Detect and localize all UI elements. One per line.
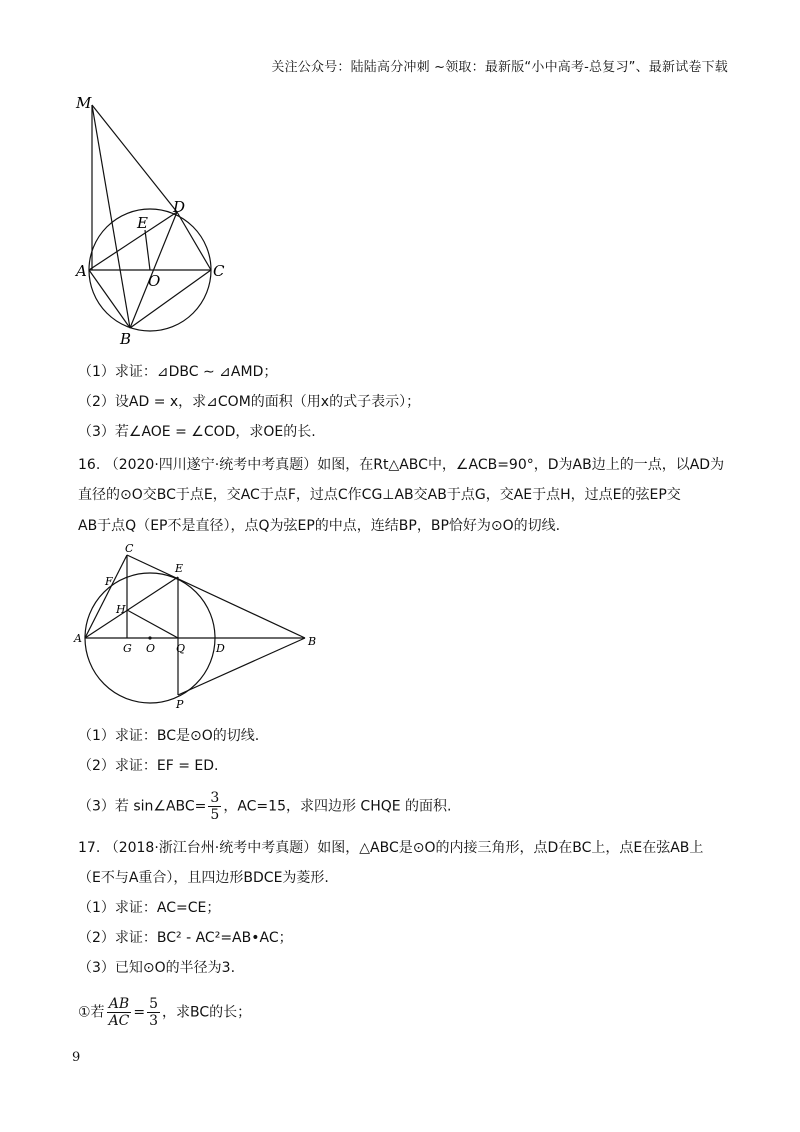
geometry-figure-2 xyxy=(70,540,330,710)
fraction-3-5: $\frac{3}{5}$ xyxy=(210,790,220,823)
label-Q: Q xyxy=(176,642,186,655)
label-B: B xyxy=(120,330,132,348)
label-P: P xyxy=(176,698,184,710)
page-header: 关注公众号：陆陆高分冲刺 ~领取：最新版“小中高考-总复习”、最新试卷下载 xyxy=(271,60,728,75)
label-B: B xyxy=(308,635,317,648)
label-D: D xyxy=(173,198,186,216)
label-O: O xyxy=(146,642,156,655)
fraction-ab-ac: $\frac{AB}{AC}$ xyxy=(108,996,130,1029)
label-F: F xyxy=(105,575,113,588)
q17-part2: （2）求证：BC² - AC²=AB•AC； xyxy=(78,930,293,946)
label-C: C xyxy=(213,262,225,280)
label-D: D xyxy=(216,642,225,655)
q17-stem-line1: 17. （2018·浙江台州·统考中考真题）如图，△ABC是⊙O的内接三角形，点D在BC上，点E在弦AB上 xyxy=(78,840,704,856)
label-M: M xyxy=(76,94,92,112)
q16-part1: （1）求证：BC是⊙O的切线. xyxy=(78,728,260,744)
fraction-5-3: $\frac{5}{3}$ xyxy=(149,996,159,1029)
q17-sub1: ①若 $\frac{AB}{AC}$ = $\frac{5}{3}$ ，求BC的长； xyxy=(78,996,252,1029)
q15-part3: （3）若∠AOE = ∠COD，求OE的长. xyxy=(78,424,316,440)
page-number: 9 xyxy=(72,1050,81,1065)
q17-stem-line2: （E不与A重合），且四边形BDCE为菱形. xyxy=(78,870,329,886)
label-G: G xyxy=(123,642,132,655)
q15-part1: （1）求证：⊿DBC ∼ ⊿AMD； xyxy=(78,364,278,380)
label-A: A xyxy=(76,262,87,280)
q17-part1: （1）求证：AC=CE； xyxy=(78,900,221,916)
geometry-figure-1 xyxy=(70,90,250,350)
label-E: E xyxy=(137,214,148,232)
q16-stem-line3: AB于点Q（EP不是直径），点Q为弦EP的中点，连结BP，BP恰好为⊙O的切线. xyxy=(78,518,561,534)
q16-part2: （2）求证：EF = ED. xyxy=(78,758,219,774)
label-C: C xyxy=(125,542,134,555)
q17-part3: （3）已知⊙O的半径为3. xyxy=(78,960,236,976)
label-A: A xyxy=(74,632,82,645)
label-E: E xyxy=(175,562,184,575)
q16-stem-line2: 直径的⊙O交BC于点E，交AC于点F，过点C作CG⊥AB交AB于点G，交AE于点H，过点E的弦EP交 xyxy=(78,487,681,503)
label-H: H xyxy=(116,603,126,616)
label-O: O xyxy=(148,272,161,290)
q16-part3: （3）若 sin∠ABC= $\frac{3}{5}$ ，AC=15，求四边形 CHQE 的面积. xyxy=(78,790,452,823)
q15-part2: （2）设AD = x，求⊿COM的面积（用x的式子表示）； xyxy=(78,394,421,410)
q16-stem-line1: 16. （2020·四川遂宁·统考中考真题）如图，在Rt△ABC中，∠ACB=90°，D为AB边上的一点，以AD为 xyxy=(78,457,725,473)
